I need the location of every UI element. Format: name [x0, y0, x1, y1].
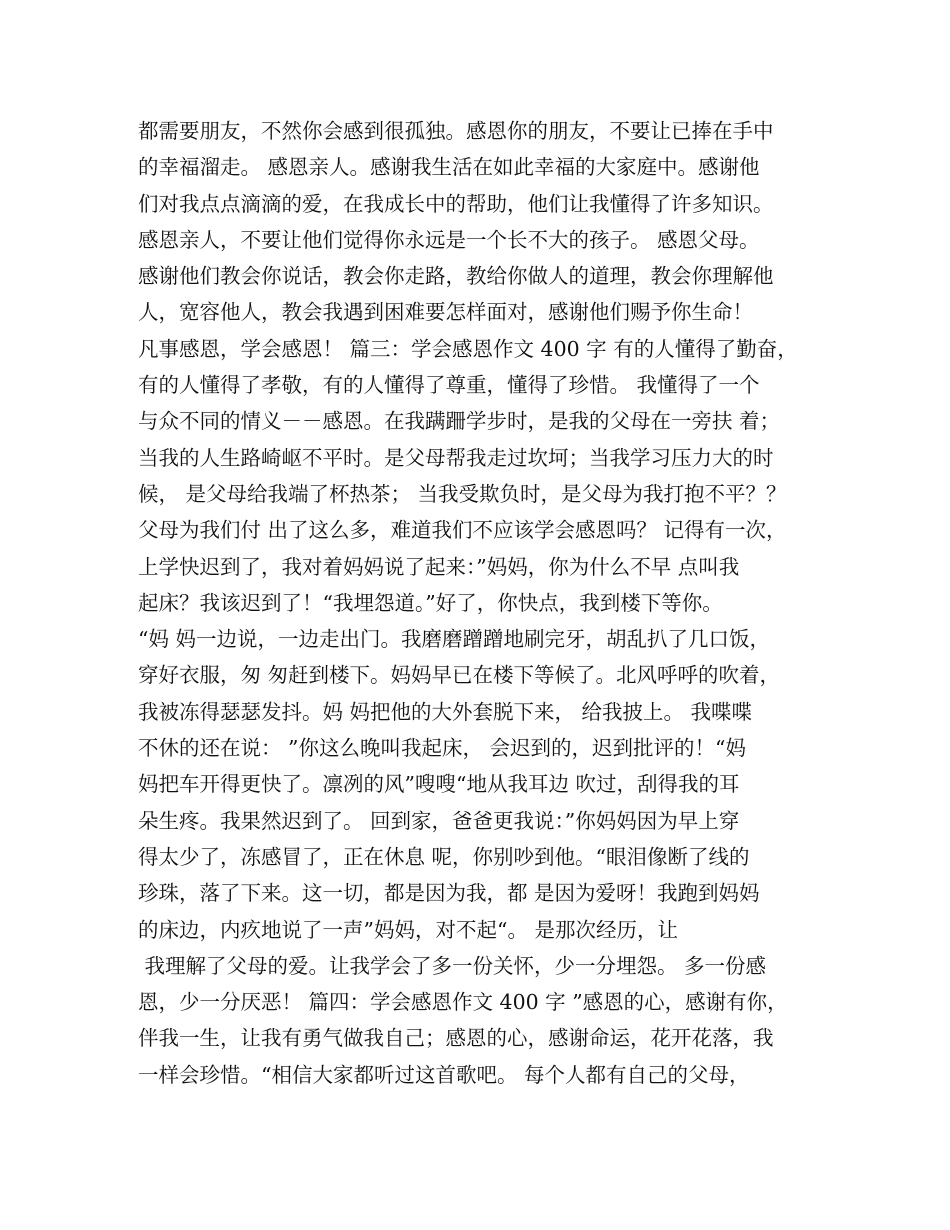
text-line: “妈 妈一边说，一边走出门。我磨磨蹭蹭地刷完牙，胡乱扒了几口饭，: [138, 627, 770, 652]
text-line: 妈把车开得更快了。凛冽的风”嗖嗖“地从我耳边 吹过，刮得我的耳: [138, 772, 740, 797]
text-line: 感谢他们教会你说话，教会你走路，教给你做人的道理，教会你理解他: [138, 264, 774, 289]
text-line: 凡事感恩，学会感恩！ 篇三：学会感恩作文 400 字 有的人懂得了勤奋，: [138, 336, 798, 361]
text-line: 都需要朋友，不然你会感到很孤独。感恩你的朋友，不要让已捧在手中: [138, 119, 774, 143]
text-line: 得太少了，冻感冒了，正在休息 呢，你别吵到他。“眼泪像断了线的: [138, 844, 750, 869]
text-line: 一样会珍惜。“相信大家都听过这首歌吧。 每个人都有自己的父母，: [138, 1062, 750, 1087]
text-line: 的幸福溜走。 感恩亲人。感谢我生活在如此幸福的大家庭中。感谢他: [138, 155, 760, 180]
body-text: [138, 113, 838, 1093]
text-line: 上学快迟到了，我对着妈妈说了起来：”妈妈，你为什么不早 点叫我: [138, 554, 740, 579]
text-line: 有的人懂得了孝敬，有的人懂得了尊重，懂得了珍惜。 我懂得了一个: [138, 373, 760, 398]
text-line: 人，宽容他人，教会我遇到困难要怎样面对，感谢他们赐予你生命！: [138, 300, 753, 325]
text-line: 穿好衣服，匆 匆赶到楼下。妈妈早已在楼下等候了。北风呼呼的吹着，: [138, 663, 781, 688]
text-line: 朵生疼。我果然迟到了。 回到家，爸爸更我说：”你妈妈因为早上穿: [138, 808, 740, 833]
text-line: 不休的还在说： ”你这么晚叫我起床， 会迟到的，迟到批评的！“妈: [138, 736, 746, 761]
text-line: 感恩亲人，不要让他们觉得你永远是一个长不大的孩子。 感恩父母。: [138, 227, 760, 252]
text-line: 起床？我该迟到了！“我埋怨道。”好了，你快点，我到楼下等你。: [138, 590, 723, 615]
text-line: 伴我一生，让我有勇气做我自己；感恩的心，感谢命运，花开花落，我: [138, 1026, 774, 1051]
text-line: 的床边，内疚地说了一声”妈妈，对不起“。 是那次经历，让: [138, 917, 678, 942]
text-line: 我理解了父母的爱。让我学会了多一份关怀，少一分埋怨。 多一份感: [138, 953, 767, 978]
text-line: 与众不同的情义－－感恩。在我蹒跚学步时，是我的父母在一旁扶 着；: [138, 409, 781, 434]
text-line: 们对我点点滴滴的爱，在我成长中的帮助，他们让我懂得了许多知识。: [138, 191, 774, 216]
text-line: 父母为我们付 出了这么多，难道我们不应该学会感恩吗？ 记得有一次，: [138, 518, 787, 543]
text-line: 珍珠，落了下来。这一切，都是因为我，都 是因为爱呀！我跑到妈妈: [138, 881, 760, 906]
text-line: 候， 是父母给我端了杯热茶； 当我受欺负时，是父母为我打抱不平？？: [138, 481, 787, 506]
text-line: 我被冻得瑟瑟发抖。妈 妈把他的大外套脱下来， 给我披上。 我喋喋: [138, 699, 753, 724]
text-line: 当我的人生路崎岖不平时。是父母帮我走过坎坷；当我学习压力大的时: [138, 445, 774, 470]
text-line: 恩，少一分厌恶！ 篇四：学会感恩作文 400 字 ”感恩的心，感谢有你，: [138, 990, 788, 1015]
